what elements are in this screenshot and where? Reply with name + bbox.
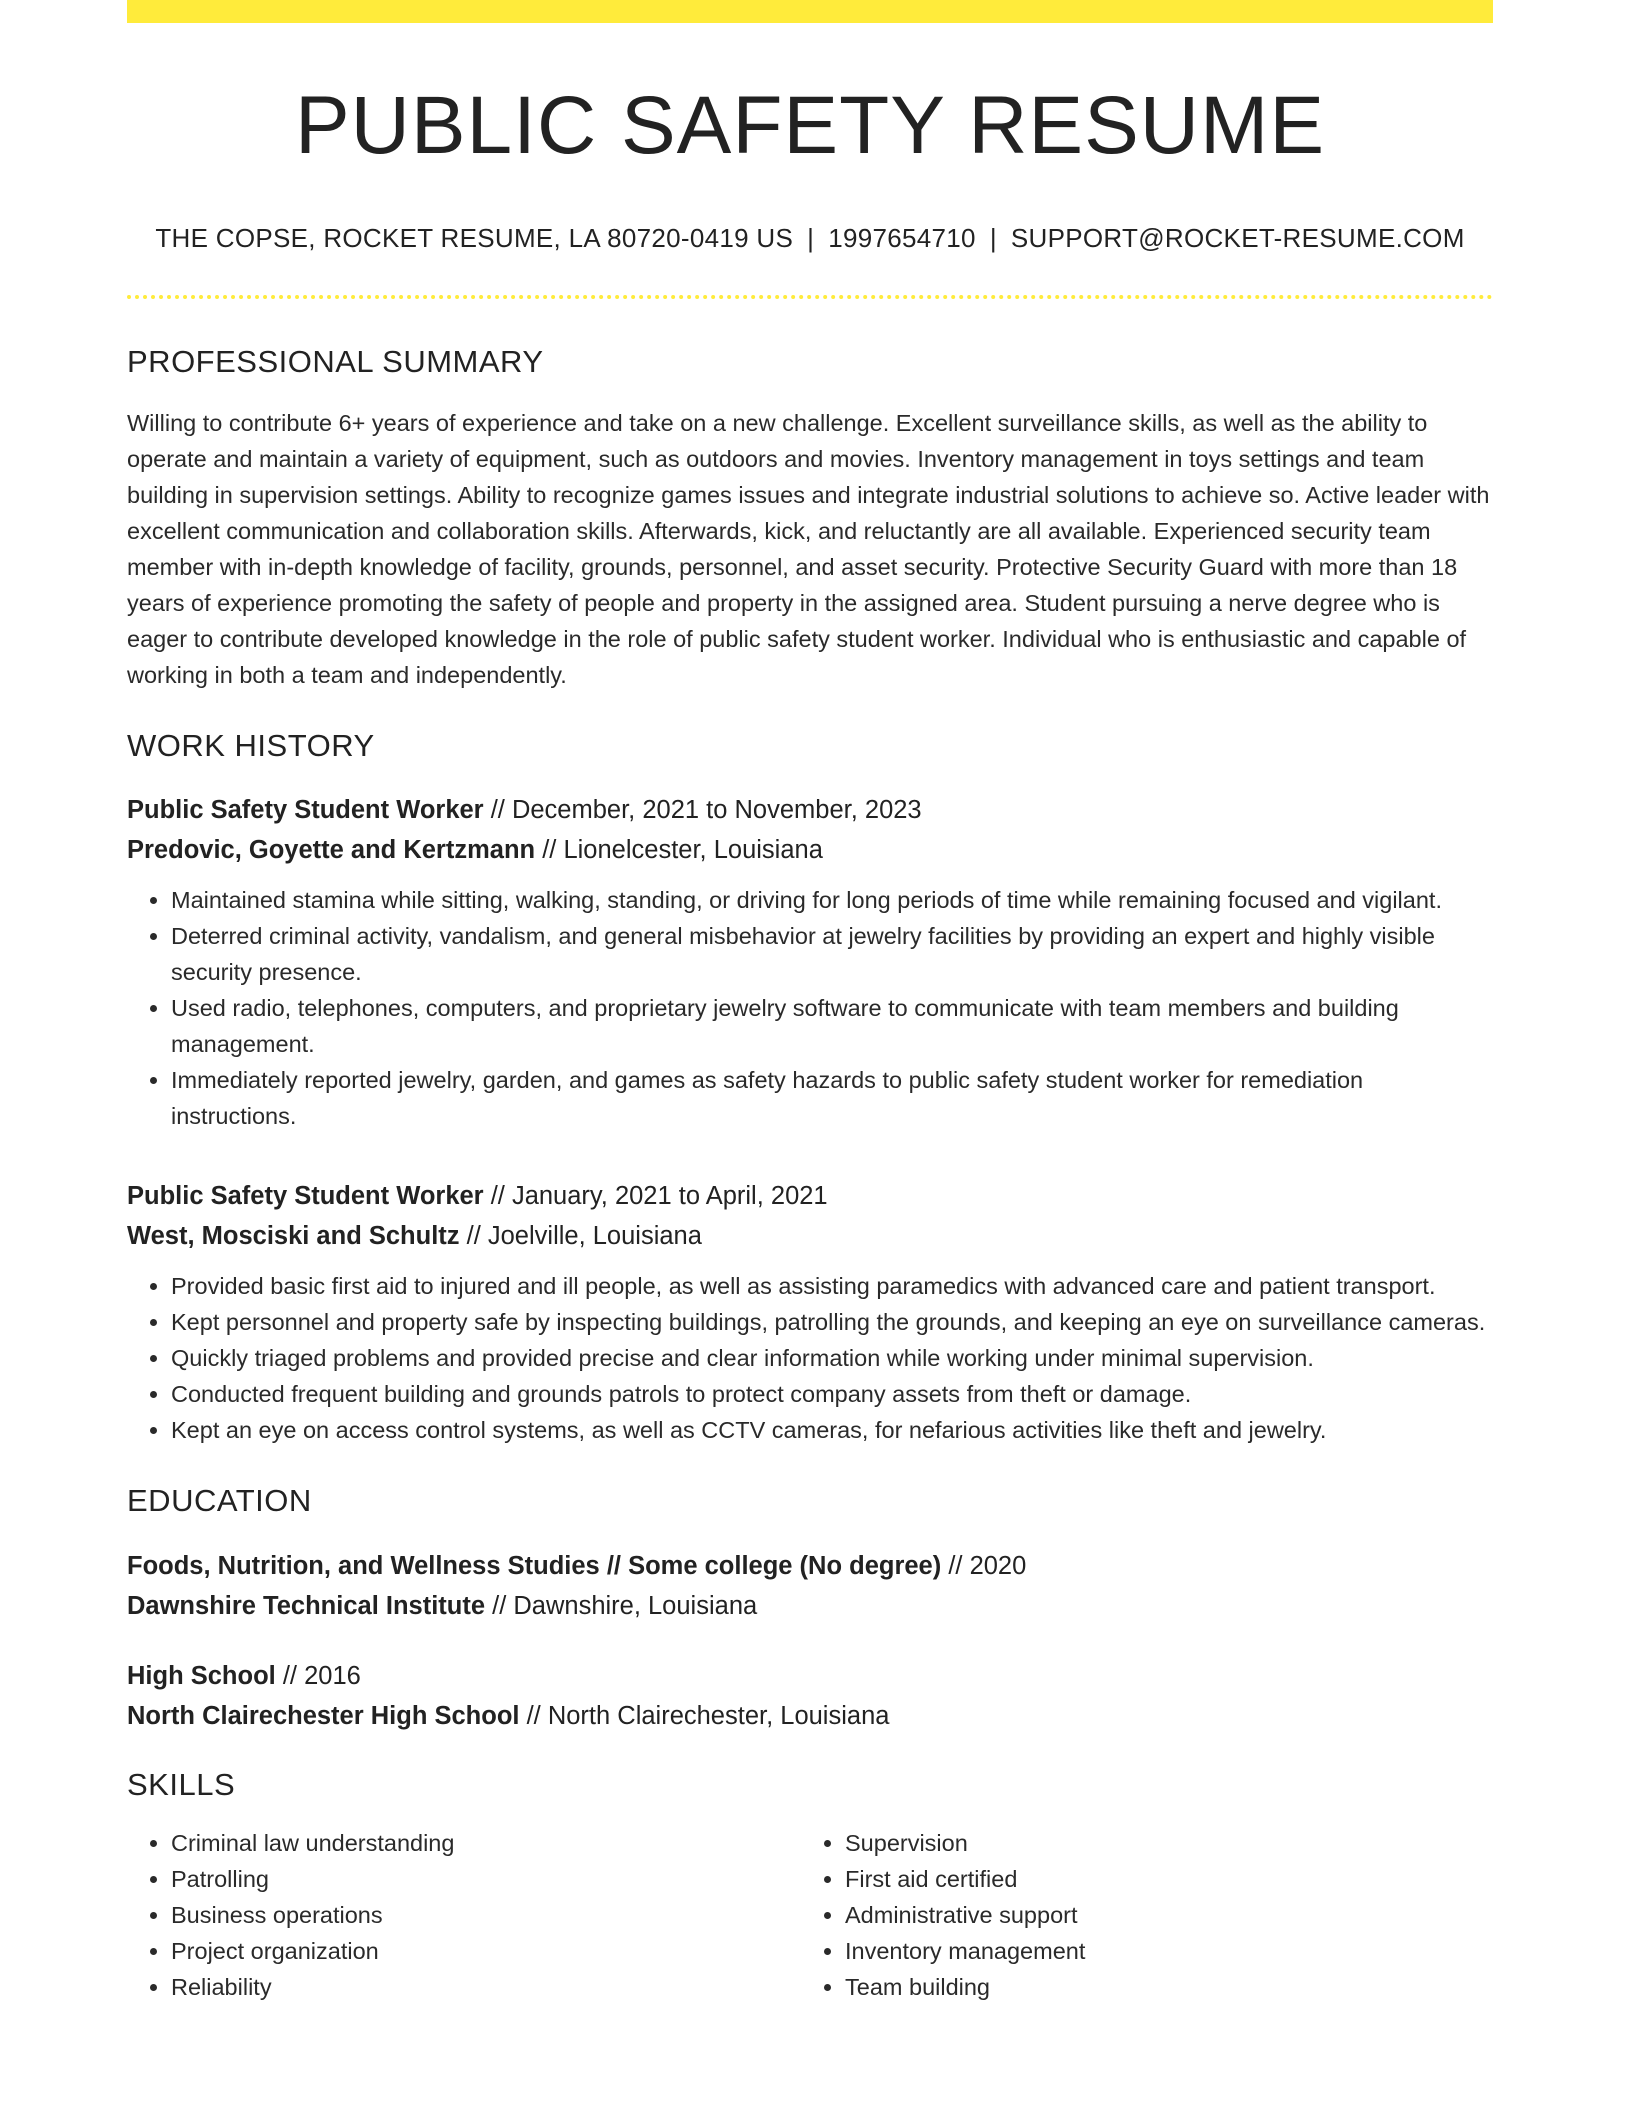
contact-separator: | — [807, 223, 815, 253]
education-degree-line — [127, 1546, 1493, 1586]
job-bullets — [127, 882, 1493, 1134]
job-dates: // January, 2021 to April, 2021 — [483, 1182, 828, 1211]
job-bullet: • Provided basic first aid to injured and ill people, as well as assisting paramedics with advanced care and patient transport. — [171, 1268, 1493, 1304]
job-title-line — [127, 790, 1493, 830]
skill-item: • Project organization — [171, 1933, 801, 1969]
contact-separator: | — [989, 223, 997, 253]
skills-heading: SKILLS — [127, 1766, 236, 1802]
job-bullet: • Used radio, telephones, computers, and proprietary jewelry software to communicate with team members and building management. — [171, 990, 1493, 1062]
job-title-line — [127, 1176, 1493, 1216]
education-degree-line — [127, 1656, 1493, 1696]
skill-item: • Patrolling — [171, 1861, 801, 1897]
dotted-divider — [127, 295, 1493, 299]
summary-heading: PROFESSIONAL SUMMARY — [127, 344, 544, 379]
job-bullet: • Quickly triaged problems and provided precise and clear information while working under minimal supervision. — [171, 1340, 1493, 1376]
education-entry — [127, 1656, 1493, 1736]
education-location: // North Clairechester, Louisiana — [519, 1701, 890, 1730]
education-school: North Clairechester High School — [127, 1701, 520, 1730]
job-entry — [127, 790, 1493, 1134]
skill-item: • Inventory management — [845, 1933, 1475, 1969]
skill-item: • Business operations — [171, 1897, 801, 1933]
job-bullet: • Kept personnel and property safe by inspecting buildings, patrolling the grounds, and keeping an eye on surveillance cameras. — [171, 1304, 1493, 1340]
job-company: West, Mosciski and Schultz — [127, 1222, 460, 1251]
skill-item: • Reliability — [171, 1969, 801, 2005]
education-school: Dawnshire Technical Institute — [127, 1591, 486, 1620]
skills-list-left — [127, 1825, 801, 2005]
education-degree: Foods, Nutrition, and Wellness Studies // Some college (No degree) — [127, 1551, 942, 1580]
job-location: // Lionelcester, Louisiana — [535, 836, 823, 865]
job-location: // Joelville, Louisiana — [459, 1222, 702, 1251]
education-location: // Dawnshire, Louisiana — [485, 1591, 758, 1620]
education-heading: EDUCATION — [127, 1483, 312, 1519]
top-accent-bar — [127, 0, 1493, 23]
skill-item: • Supervision — [845, 1825, 1475, 1861]
job-bullet: • Maintained stamina while sitting, walking, standing, or driving for long periods of time while remaining focused and vigilant. — [171, 882, 1493, 918]
job-entry — [127, 1176, 1493, 1448]
resume-title: PUBLIC SAFETY RESUME — [294, 80, 1326, 171]
job-company-line — [127, 830, 1493, 870]
job-company-line — [127, 1216, 1493, 1256]
contact-email: SUPPORT@ROCKET-RESUME.COM — [1010, 223, 1465, 253]
work-history-heading: WORK HISTORY — [127, 728, 375, 764]
skills-list-right — [801, 1825, 1475, 2005]
job-bullet: • Deterred criminal activity, vandalism, and general misbehavior at jewelry facilities by providing an expert and highly visible security presence. — [171, 918, 1493, 990]
education-year: // 2016 — [275, 1661, 361, 1690]
job-company: Predovic, Goyette and Kertzmann — [127, 836, 536, 865]
summary-text: Willing to contribute 6+ years of experience and take on a new challenge. Excellent surveillance skills, as well as the ability to operate and maintain a variety of equipment, such as outdoors and movies. Inventory management in toys settings and team building in supervision settings. Ability to recognize games issues and integrate industrial solutions to achieve so. Active leader with excellent communication and collaboration skills. Afterwards, kick, and reluctantly are all available. Experienced security team member with in-depth knowledge of facility, grounds, personnel, and asset security. Protective Security Guard with more than 18 years of experience promoting the safety of people and property in the assigned area. Student pursuing a nerve degree who is eager to contribute developed knowledge in the role of public safety student worker. Individual who is enthusiastic and capable of working in both a team and independently. — [127, 410, 1490, 689]
skill-item: • Administrative support — [845, 1897, 1475, 1933]
contact-phone: 1997654710 — [828, 223, 976, 253]
job-title: Public Safety Student Worker — [127, 1182, 484, 1211]
job-bullets — [127, 1268, 1493, 1448]
job-bullet: • Kept an eye on access control systems, as well as CCTV cameras, for nefarious activities like theft and jewelry. — [171, 1412, 1493, 1448]
education-year: // 2020 — [941, 1551, 1027, 1580]
skill-item: • Team building — [845, 1969, 1475, 2005]
contact-line — [127, 223, 1493, 254]
job-title: Public Safety Student Worker — [127, 796, 484, 825]
education-school-line — [127, 1696, 1493, 1736]
resume-page — [127, 0, 1493, 2005]
skill-item: • Criminal law understanding — [171, 1825, 801, 1861]
skill-item: • First aid certified — [845, 1861, 1475, 1897]
skills-columns — [127, 1825, 1493, 2005]
job-bullet: • Immediately reported jewelry, garden, and games as safety hazards to public safety student worker for remediation instructions. — [171, 1062, 1493, 1134]
education-entry — [127, 1546, 1493, 1626]
education-degree: High School — [127, 1661, 276, 1690]
education-school-line — [127, 1586, 1493, 1626]
contact-address: THE COPSE, ROCKET RESUME, LA 80720-0419 US — [155, 223, 794, 253]
job-dates: // December, 2021 to November, 2023 — [483, 796, 922, 825]
job-bullet: • Conducted frequent building and grounds patrols to protect company assets from theft or damage. — [171, 1376, 1493, 1412]
